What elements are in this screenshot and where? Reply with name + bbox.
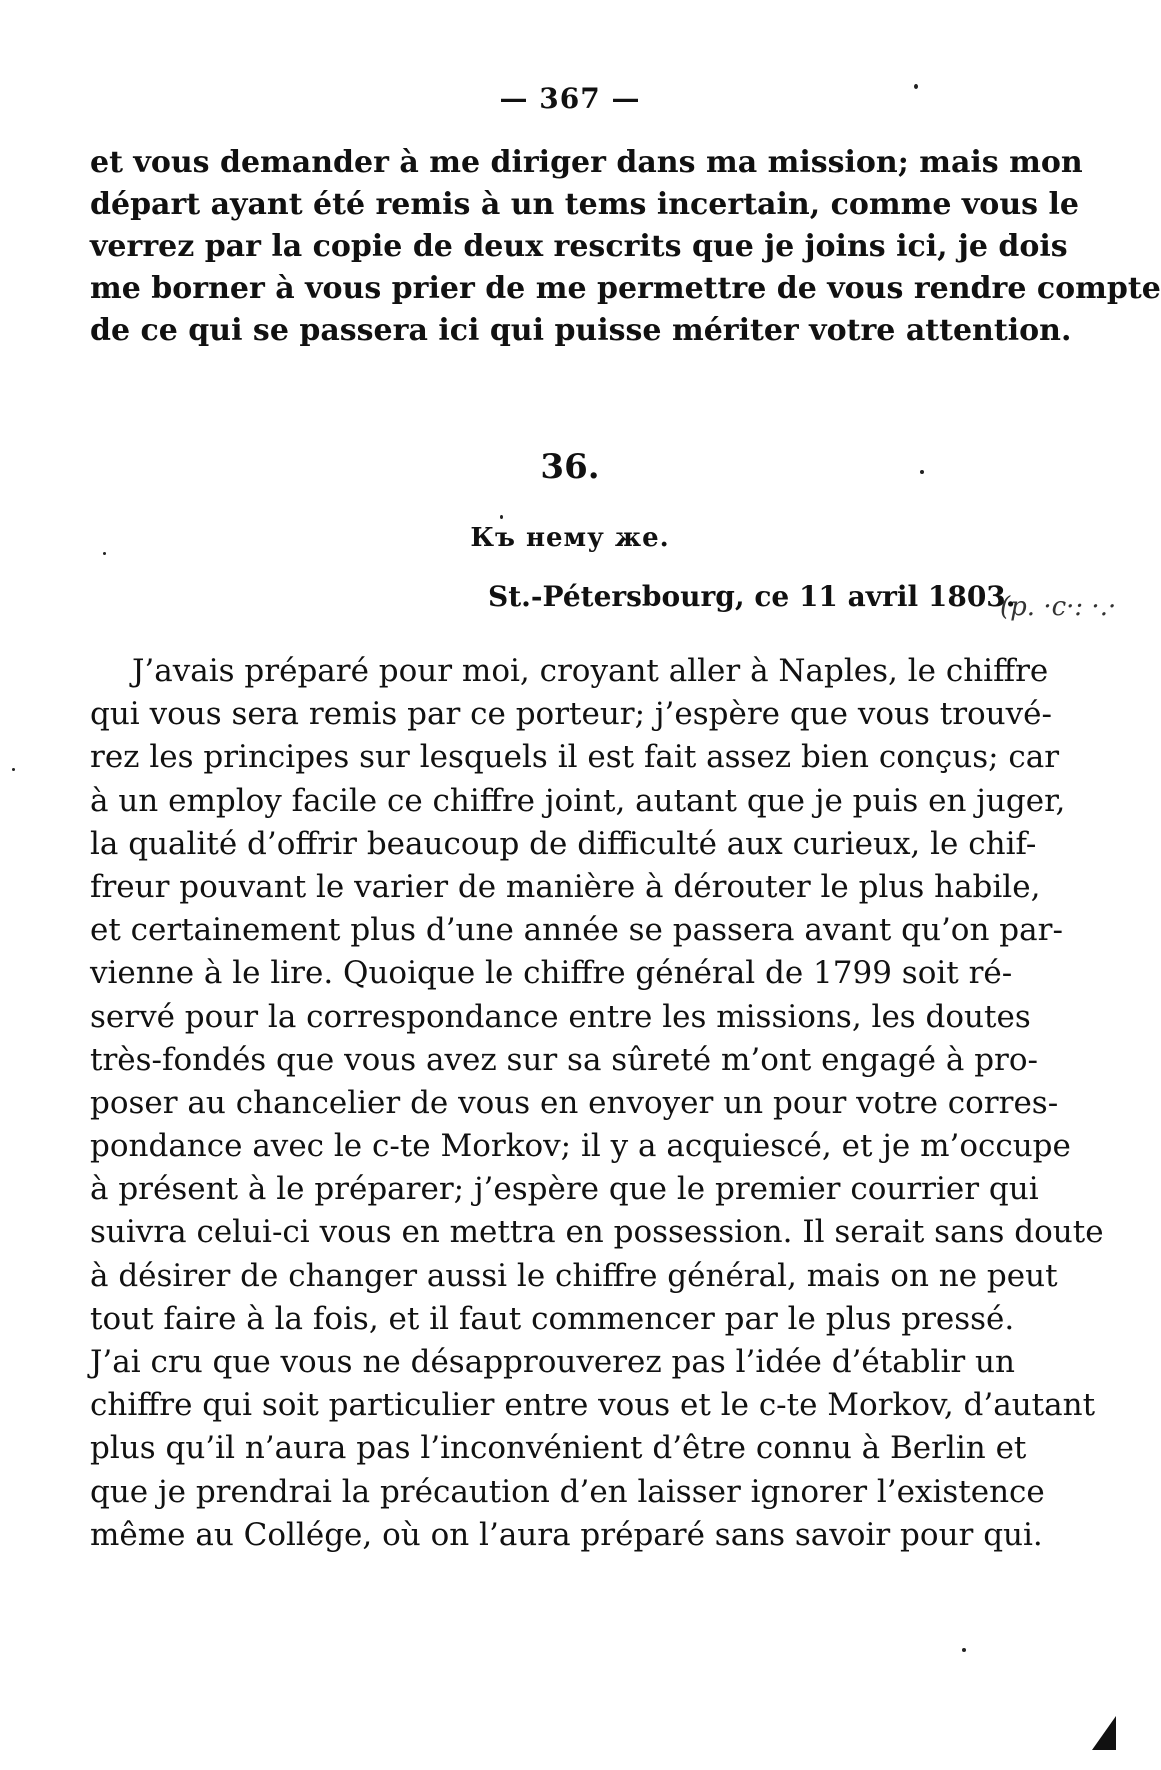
letter-line: suivra celui-ci vous en mettra en possession. Il serait sans doute [90,1214,1104,1251]
scan-speck [12,768,15,771]
letter-number: 36. [540,447,600,487]
letter-line: servé pour la correspondance entre les missions, les doutes [90,998,1031,1035]
intro-line: me borner à vous prier de me permettre de vous rendre compte [90,271,1161,306]
letter-line: très-fondés que vous avez sur sa sûreté m’ont engagé à pro- [90,1041,1038,1078]
letter-dateline: St.-Pétersbourg, ce 11 avril 1803. [488,580,1016,613]
letter-body [90,650,1104,1557]
letter-line: à un employ facile ce chiffre joint, autant que je puis en juger, [90,782,1066,819]
letter-line: qui vous sera remis par ce porteur; j’espère que vous trouvé- [90,696,1052,733]
intro-line: verrez par la copie de deux rescrits que je joins ici, je dois [90,229,1068,264]
letter-line: tout faire à la fois, et il faut commencer par le plus pressé. [90,1300,1015,1337]
page-number: — 367 — [499,82,641,115]
letter-line: freur pouvant le varier de manière à dérouter le plus habile, [90,868,1041,905]
scan-speck [500,515,503,519]
letter-line: plus qu’il n’aura pas l’inconvénient d’être connu à Berlin et [90,1430,1027,1467]
letter-line: à désirer de changer aussi le chiffre général, mais on ne peut [90,1257,1058,1294]
letter-line: vienne à le lire. Quoique le chiffre général de 1799 soit ré- [90,955,1013,992]
scan-speck [914,84,918,89]
letter-line: à présent à le préparer; j’espère que le premier courrier qui [90,1171,1039,1208]
intro-line: de ce qui se passera ici qui puisse mériter votre attention. [90,313,1072,348]
letter-line: même au Collége, où on l’aura préparé sans savoir pour qui. [90,1516,1043,1553]
letter-line: J’avais préparé pour moi, croyant aller à Naples, le chiffre [132,653,1049,689]
letter-line: rez les principes sur lesquels il est fait assez bien conçus; car [90,739,1060,776]
intro-paragraph [90,142,1161,352]
letter-line: la qualité d’offrir beaucoup de difficulté aux curieux, le chif- [90,825,1037,862]
scan-speck [962,1648,966,1652]
scan-corner-mark [1092,1716,1116,1750]
letter-line: et certainement plus d’une année se passera avant qu’on par- [90,912,1063,949]
intro-line: et vous demander à me diriger dans ma mission; mais mon [90,145,1083,180]
letter-addressee: Къ нему же. [470,523,670,553]
letter-line: poser au chancelier de vous en envoyer un pour votre corres- [90,1084,1059,1121]
margin-annotation: (p. ·c·: ·.· [1000,592,1117,622]
letter-line: chiffre qui soit particulier entre vous et le c-te Morkov, d’autant [90,1387,1096,1424]
scan-speck [920,470,924,474]
letter-line: que je prendrai la précaution d’en laisser ignorer l’existence [90,1473,1045,1510]
letter-line: J’ai cru que vous ne désapprouverez pas l’idée d’établir un [90,1344,1015,1380]
letter-line: pondance avec le c-te Morkov; il y a acquiescé, et je m’occupe [90,1128,1071,1165]
scan-speck [103,552,106,555]
intro-line: départ ayant été remis à un tems incertain, comme vous le [90,187,1079,222]
